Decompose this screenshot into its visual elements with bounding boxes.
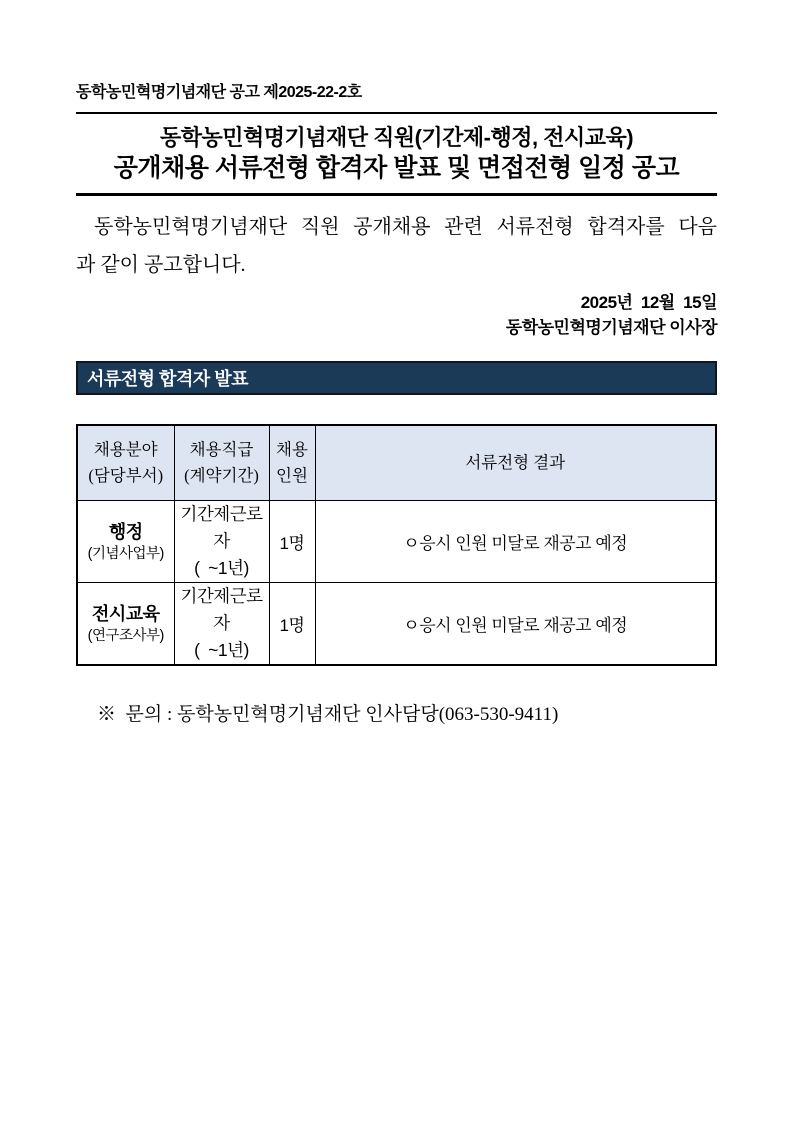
body-line-2: 과 같이 공고합니다. — [76, 254, 246, 276]
header-recruit-count: 채용 인원 — [269, 425, 315, 501]
document-title — [76, 123, 717, 185]
section-header-banner — [76, 361, 717, 395]
table-row — [77, 583, 716, 666]
body-line-1: 동학농민혁명기념재단 직원 공개채용 관련 서류전형 합격자를 다음 — [94, 216, 717, 238]
cell-grade: 기간제근로자 ( ~1년) — [174, 583, 269, 666]
cell-count: 1명 — [269, 501, 315, 583]
cell-result: ㅇ응시 인원 미달로 재공고 예정 — [315, 501, 716, 583]
cell-field: 전시교육 (연구조사부) — [77, 583, 174, 666]
body-paragraph — [76, 208, 717, 284]
announcement-date: 2025년 12월 15일 — [580, 293, 717, 312]
doc-number: 동학농민혁명기념재단 공고 제2025-22-2호 — [76, 84, 362, 101]
divider-thick — [76, 193, 717, 196]
contact-note: ※ 문의 : 동학농민혁명기념재단 인사담당(063-530-9411) — [97, 704, 559, 725]
title-line-1: 동학농민혁명기념재단 직원(기간제-행정, 전시교육) — [159, 125, 634, 150]
table-header-row — [77, 425, 716, 501]
cell-result: ㅇ응시 인원 미달로 재공고 예정 — [315, 583, 716, 666]
cell-grade: 기간제근로자 ( ~1년) — [174, 501, 269, 583]
signature-block — [76, 290, 717, 340]
header-screening-result: 서류전형 결과 — [315, 425, 716, 501]
section-title: 서류전형 합격자 발표 — [87, 369, 248, 389]
title-line-2: 공개채용 서류전형 합격자 발표 및 면접전형 일정 공고 — [113, 154, 680, 182]
header-recruit-field: 채용분야 (담당부서) — [77, 425, 174, 501]
header-recruit-grade: 채용직급 (계약기간) — [174, 425, 269, 501]
table-row — [77, 501, 716, 583]
cell-count: 1명 — [269, 583, 315, 666]
signer-name: 동학농민혁명기념재단 이사장 — [505, 318, 717, 337]
divider-thin — [76, 112, 717, 114]
results-table — [76, 424, 717, 666]
cell-field: 행정 (기념사업부) — [77, 501, 174, 583]
